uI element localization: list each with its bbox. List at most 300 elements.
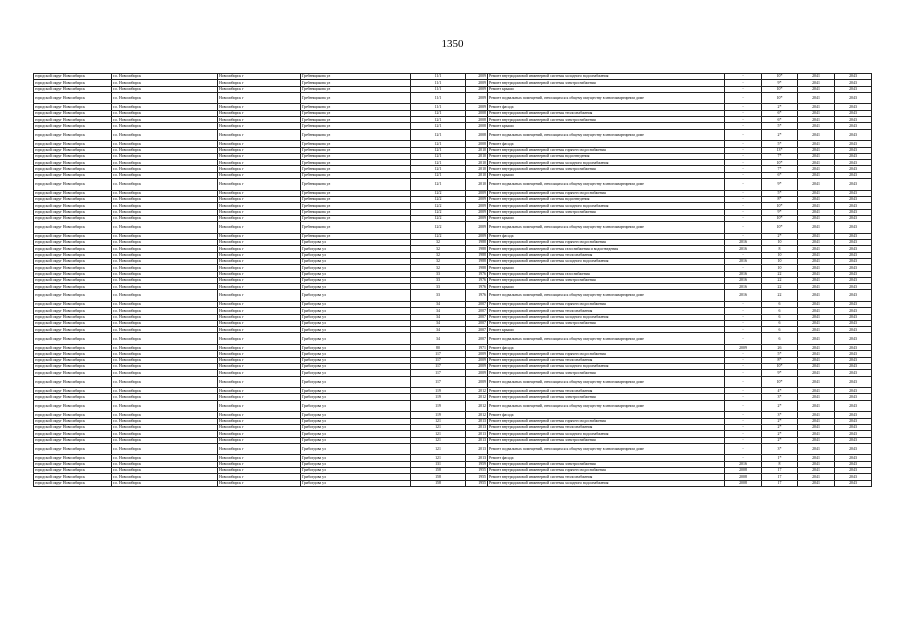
- build-year-cell: 2010: [466, 147, 488, 153]
- district-cell: г.о. Новосибирск: [112, 179, 218, 191]
- plan-start-cell: 2041: [798, 166, 835, 172]
- house-number-cell: 11/1: [411, 92, 466, 104]
- municipality-cell: городской округ Новосибирск: [34, 190, 112, 196]
- wear-cell: 5*: [762, 351, 798, 357]
- city-cell: Новосибирск г: [218, 363, 301, 369]
- house-number-cell: 12/1: [411, 172, 466, 178]
- last-repair-year-cell: 2016: [725, 290, 762, 302]
- plan-end-cell: 2043: [835, 277, 872, 283]
- wear-cell: 10*: [762, 222, 798, 234]
- last-repair-year-cell: -: [725, 418, 762, 424]
- plan-start-cell: 2041: [798, 351, 835, 357]
- street-cell: Гребенщикова ул: [301, 92, 411, 104]
- work-type-cell: Ремонт внутридомовой инженерной системы горячего водоснабжения: [488, 240, 725, 246]
- house-number-cell: 11/1: [411, 80, 466, 86]
- build-year-cell: 2013: [466, 437, 488, 443]
- house-number-cell: 33: [411, 284, 466, 290]
- city-cell: Новосибирск г: [218, 443, 301, 455]
- district-cell: г.о. Новосибирск: [112, 110, 218, 116]
- house-number-cell: 32: [411, 258, 466, 264]
- wear-cell: 9*: [762, 370, 798, 376]
- plan-start-cell: 2041: [798, 424, 835, 430]
- plan-start-cell: 2041: [798, 363, 835, 369]
- municipality-cell: городской округ Новосибирск: [34, 333, 112, 345]
- municipality-cell: городской округ Новосибирск: [34, 320, 112, 326]
- build-year-cell: 2010: [466, 160, 488, 166]
- last-repair-year-cell: -: [725, 357, 762, 363]
- district-cell: г.о. Новосибирск: [112, 160, 218, 166]
- wear-cell: 10*: [762, 376, 798, 388]
- municipality-cell: городской округ Новосибирск: [34, 418, 112, 424]
- build-year-cell: 1955: [466, 480, 488, 486]
- municipality-cell: городской округ Новосибирск: [34, 277, 112, 283]
- last-repair-year-cell: -: [725, 117, 762, 123]
- wear-cell: 8*: [762, 357, 798, 363]
- house-number-cell: 11/1: [411, 86, 466, 92]
- plan-end-cell: 2043: [835, 412, 872, 418]
- last-repair-year-cell: -: [725, 351, 762, 357]
- district-cell: г.о. Новосибирск: [112, 117, 218, 123]
- build-year-cell: 2012: [466, 394, 488, 400]
- plan-start-cell: 2041: [798, 431, 835, 437]
- last-repair-year-cell: -: [725, 92, 762, 104]
- last-repair-year-cell: 2008: [725, 468, 762, 474]
- street-cell: Грибоедова ул: [301, 240, 411, 246]
- district-cell: г.о. Новосибирск: [112, 370, 218, 376]
- house-number-cell: 12/2: [411, 203, 466, 209]
- house-number-cell: 158: [411, 480, 466, 486]
- last-repair-year-cell: -: [725, 394, 762, 400]
- city-cell: Новосибирск г: [218, 172, 301, 178]
- plan-end-cell: 2043: [835, 370, 872, 376]
- wear-cell: 3*: [762, 443, 798, 455]
- work-type-cell: Ремонт внутридомовой инженерной системы холодного водоснабжения: [488, 314, 725, 320]
- district-cell: г.о. Новосибирск: [112, 246, 218, 252]
- last-repair-year-cell: 2008: [725, 474, 762, 480]
- last-repair-year-cell: -: [725, 222, 762, 234]
- district-cell: г.о. Новосибирск: [112, 240, 218, 246]
- build-year-cell: 2009: [466, 357, 488, 363]
- municipality-cell: городской округ Новосибирск: [34, 455, 112, 461]
- plan-end-cell: 2043: [835, 147, 872, 153]
- municipality-cell: городской округ Новосибирск: [34, 246, 112, 252]
- plan-end-cell: 2043: [835, 179, 872, 191]
- work-type-cell: Ремонт внутридомовой инженерной системы электроснабжения: [488, 461, 725, 467]
- house-number-cell: 33: [411, 271, 466, 277]
- municipality-cell: городской округ Новосибирск: [34, 370, 112, 376]
- house-number-cell: 12/2: [411, 196, 466, 202]
- plan-end-cell: 2043: [835, 141, 872, 147]
- house-number-cell: 33: [411, 277, 466, 283]
- municipality-cell: городской округ Новосибирск: [34, 222, 112, 234]
- build-year-cell: 2007: [466, 320, 488, 326]
- street-cell: Грибоедова ул: [301, 308, 411, 314]
- municipality-cell: городской округ Новосибирск: [34, 357, 112, 363]
- wear-cell: 10*: [762, 160, 798, 166]
- house-number-cell: 34: [411, 320, 466, 326]
- street-cell: Грибоедова ул: [301, 284, 411, 290]
- last-repair-year-cell: -: [725, 437, 762, 443]
- plan-start-cell: 2041: [798, 86, 835, 92]
- municipality-cell: городской округ Новосибирск: [34, 345, 112, 351]
- street-cell: Грибоедова ул: [301, 437, 411, 443]
- work-type-cell: Ремонт внутридомовой инженерной системы холодного водоснабжения: [488, 480, 725, 486]
- plan-end-cell: 2043: [835, 252, 872, 258]
- plan-end-cell: 2043: [835, 166, 872, 172]
- street-cell: Гребенщикова ул: [301, 203, 411, 209]
- district-cell: г.о. Новосибирск: [112, 203, 218, 209]
- work-type-cell: Ремонт внутридомовой инженерной системы электроснабжения: [488, 117, 725, 123]
- build-year-cell: 1976: [466, 290, 488, 302]
- house-number-cell: 121: [411, 443, 466, 455]
- wear-cell: 6: [762, 301, 798, 307]
- build-year-cell: 2009: [466, 376, 488, 388]
- street-cell: Грибоедова ул: [301, 271, 411, 277]
- district-cell: г.о. Новосибирск: [112, 301, 218, 307]
- last-repair-year-cell: -: [725, 147, 762, 153]
- city-cell: Новосибирск г: [218, 271, 301, 277]
- street-cell: Грибоедова ул: [301, 468, 411, 474]
- house-number-cell: 34: [411, 333, 466, 345]
- last-repair-year-cell: 2009: [725, 345, 762, 351]
- plan-start-cell: 2041: [798, 412, 835, 418]
- plan-start-cell: 2041: [798, 271, 835, 277]
- municipality-cell: городской округ Новосибирск: [34, 80, 112, 86]
- house-number-cell: 121: [411, 437, 466, 443]
- municipality-cell: городской округ Новосибирск: [34, 376, 112, 388]
- city-cell: Новосибирск г: [218, 424, 301, 430]
- work-type-cell: Ремонт внутридомовой инженерной системы горячего водоснабжения: [488, 418, 725, 424]
- build-year-cell: 2010: [466, 153, 488, 159]
- build-year-cell: 1988: [466, 246, 488, 252]
- plan-end-cell: 2043: [835, 351, 872, 357]
- plan-end-cell: 2043: [835, 190, 872, 196]
- street-cell: Грибоедова ул: [301, 277, 411, 283]
- plan-start-cell: 2041: [798, 290, 835, 302]
- build-year-cell: 1955: [466, 468, 488, 474]
- city-cell: Новосибирск г: [218, 455, 301, 461]
- work-type-cell: Ремонт внутридомовой инженерной системы теплоснабжения: [488, 424, 725, 430]
- municipality-cell: городской округ Новосибирск: [34, 258, 112, 264]
- plan-end-cell: 2043: [835, 455, 872, 461]
- municipality-cell: городской округ Новосибирск: [34, 92, 112, 104]
- work-type-cell: Ремонт крыши: [488, 123, 725, 129]
- last-repair-year-cell: -: [725, 308, 762, 314]
- district-cell: г.о. Новосибирск: [112, 418, 218, 424]
- work-type-cell: Ремонт фасада: [488, 412, 725, 418]
- work-type-cell: Ремонт крыши: [488, 86, 725, 92]
- house-number-cell: 33: [411, 290, 466, 302]
- plan-start-cell: 2041: [798, 179, 835, 191]
- wear-cell: 17: [762, 474, 798, 480]
- street-cell: Грибоедова ул: [301, 246, 411, 252]
- last-repair-year-cell: -: [725, 424, 762, 430]
- plan-start-cell: 2041: [798, 252, 835, 258]
- city-cell: Новосибирск г: [218, 370, 301, 376]
- district-cell: г.о. Новосибирск: [112, 74, 218, 80]
- street-cell: Гребенщикова ул: [301, 147, 411, 153]
- city-cell: Новосибирск г: [218, 327, 301, 333]
- street-cell: Гребенщикова ул: [301, 222, 411, 234]
- house-number-cell: 121: [411, 418, 466, 424]
- wear-cell: 5*: [762, 141, 798, 147]
- build-year-cell: 2009: [466, 80, 488, 86]
- house-number-cell: 80: [411, 345, 466, 351]
- house-number-cell: 34: [411, 308, 466, 314]
- house-number-cell: 121: [411, 431, 466, 437]
- wear-cell: 2*: [762, 129, 798, 141]
- district-cell: г.о. Новосибирск: [112, 271, 218, 277]
- municipality-cell: городской округ Новосибирск: [34, 400, 112, 412]
- plan-end-cell: 2043: [835, 461, 872, 467]
- plan-end-cell: 2043: [835, 431, 872, 437]
- district-cell: г.о. Новосибирск: [112, 327, 218, 333]
- house-number-cell: 119: [411, 394, 466, 400]
- build-year-cell: 1976: [466, 284, 488, 290]
- last-repair-year-cell: 2008: [725, 480, 762, 486]
- last-repair-year-cell: -: [725, 123, 762, 129]
- work-type-cell: Ремонт внутридомовой инженерной системы электроснабжения: [488, 320, 725, 326]
- street-cell: Грибоедова ул: [301, 394, 411, 400]
- street-cell: Грибоедова ул: [301, 301, 411, 307]
- municipality-cell: городской округ Новосибирск: [34, 147, 112, 153]
- build-year-cell: 2010: [466, 172, 488, 178]
- wear-cell: 26: [762, 345, 798, 351]
- build-year-cell: 1955: [466, 474, 488, 480]
- last-repair-year-cell: -: [725, 370, 762, 376]
- last-repair-year-cell: -: [725, 327, 762, 333]
- city-cell: Новосибирск г: [218, 290, 301, 302]
- work-type-cell: Ремонт внутридомовой инженерной системы холодного водоснабжения: [488, 203, 725, 209]
- municipality-cell: городской округ Новосибирск: [34, 363, 112, 369]
- wear-cell: 8*: [762, 196, 798, 202]
- wear-cell: 9*: [762, 179, 798, 191]
- work-type-cell: Ремонт фасада: [488, 233, 725, 239]
- city-cell: Новосибирск г: [218, 412, 301, 418]
- table-row: [34, 222, 872, 234]
- city-cell: Новосибирск г: [218, 468, 301, 474]
- plan-start-cell: 2041: [798, 258, 835, 264]
- plan-start-cell: 2041: [798, 443, 835, 455]
- city-cell: Новосибирск г: [218, 474, 301, 480]
- plan-start-cell: 2041: [798, 308, 835, 314]
- house-number-cell: 32: [411, 265, 466, 271]
- build-year-cell: 1988: [466, 240, 488, 246]
- plan-start-cell: 2041: [798, 209, 835, 215]
- wear-cell: 6: [762, 314, 798, 320]
- municipality-cell: городской округ Новосибирск: [34, 123, 112, 129]
- municipality-cell: городской округ Новосибирск: [34, 166, 112, 172]
- work-type-cell: Ремонт внутридомовой инженерной системы электроснабжения: [488, 394, 725, 400]
- house-number-cell: 12/1: [411, 123, 466, 129]
- house-number-cell: 12/2: [411, 233, 466, 239]
- wear-cell: 13*: [762, 147, 798, 153]
- street-cell: Гребенщикова ул: [301, 190, 411, 196]
- plan-start-cell: 2041: [798, 394, 835, 400]
- plan-end-cell: 2043: [835, 468, 872, 474]
- street-cell: Грибоедова ул: [301, 443, 411, 455]
- district-cell: г.о. Новосибирск: [112, 345, 218, 351]
- plan-start-cell: 2041: [798, 277, 835, 283]
- municipality-cell: городской округ Новосибирск: [34, 172, 112, 178]
- municipality-cell: городской округ Новосибирск: [34, 424, 112, 430]
- district-cell: г.о. Новосибирск: [112, 172, 218, 178]
- plan-start-cell: 2041: [798, 468, 835, 474]
- last-repair-year-cell: -: [725, 320, 762, 326]
- house-number-cell: 12/2: [411, 222, 466, 234]
- wear-cell: 8: [762, 461, 798, 467]
- work-type-cell: Ремонт внутридомовой инженерной системы горячего водоснабжения: [488, 468, 725, 474]
- district-cell: г.о. Новосибирск: [112, 265, 218, 271]
- work-type-cell: Ремонт внутридомовой инженерной системы холодного водоснабжения: [488, 258, 725, 264]
- district-cell: г.о. Новосибирск: [112, 437, 218, 443]
- build-year-cell: 2012: [466, 388, 488, 394]
- plan-start-cell: 2041: [798, 320, 835, 326]
- plan-end-cell: 2043: [835, 388, 872, 394]
- work-type-cell: Ремонт подвальных помещений, относящихся к общему имуществу в многоквартирном доме: [488, 290, 725, 302]
- last-repair-year-cell: 2016: [725, 277, 762, 283]
- work-type-cell: Ремонт подвальных помещений, относящихся к общему имуществу в многоквартирном доме: [488, 443, 725, 455]
- street-cell: Гребенщикова ул: [301, 233, 411, 239]
- work-type-cell: Ремонт фасада: [488, 345, 725, 351]
- last-repair-year-cell: -: [725, 455, 762, 461]
- build-year-cell: 2008: [466, 123, 488, 129]
- last-repair-year-cell: -: [725, 301, 762, 307]
- wear-cell: 9*: [762, 80, 798, 86]
- municipality-cell: городской округ Новосибирск: [34, 474, 112, 480]
- wear-cell: 6*: [762, 172, 798, 178]
- build-year-cell: 2009: [466, 203, 488, 209]
- wear-cell: 10: [762, 265, 798, 271]
- last-repair-year-cell: -: [725, 412, 762, 418]
- municipality-cell: городской округ Новосибирск: [34, 327, 112, 333]
- work-type-cell: Ремонт внутридомовой инженерной системы водоотведения: [488, 196, 725, 202]
- house-number-cell: 12/1: [411, 179, 466, 191]
- plan-start-cell: 2041: [798, 357, 835, 363]
- street-cell: Гребенщикова ул: [301, 129, 411, 141]
- street-cell: Гребенщикова ул: [301, 117, 411, 123]
- last-repair-year-cell: 2016: [725, 258, 762, 264]
- street-cell: Грибоедова ул: [301, 370, 411, 376]
- house-number-cell: 158: [411, 474, 466, 480]
- city-cell: Новосибирск г: [218, 203, 301, 209]
- city-cell: Новосибирск г: [218, 110, 301, 116]
- plan-start-cell: 2041: [798, 92, 835, 104]
- last-repair-year-cell: -: [725, 215, 762, 221]
- wear-cell: 6: [762, 327, 798, 333]
- municipality-cell: городской округ Новосибирск: [34, 431, 112, 437]
- district-cell: г.о. Новосибирск: [112, 209, 218, 215]
- plan-start-cell: 2041: [798, 141, 835, 147]
- district-cell: г.о. Новосибирск: [112, 443, 218, 455]
- work-type-cell: Ремонт внутридомовой инженерной системы горячего водоснабжения: [488, 301, 725, 307]
- plan-end-cell: 2043: [835, 123, 872, 129]
- table-row: [34, 129, 872, 141]
- city-cell: Новосибирск г: [218, 418, 301, 424]
- municipality-cell: городской округ Новосибирск: [34, 179, 112, 191]
- house-number-cell: 131: [411, 461, 466, 467]
- plan-start-cell: 2041: [798, 233, 835, 239]
- build-year-cell: 2009: [466, 233, 488, 239]
- city-cell: Новосибирск г: [218, 320, 301, 326]
- plan-end-cell: 2043: [835, 394, 872, 400]
- wear-cell: 17: [762, 480, 798, 486]
- work-type-cell: Ремонт внутридомовой инженерной системы теплоснабжения: [488, 308, 725, 314]
- district-cell: г.о. Новосибирск: [112, 388, 218, 394]
- street-cell: Грибоедова ул: [301, 461, 411, 467]
- build-year-cell: 2008: [466, 141, 488, 147]
- last-repair-year-cell: -: [725, 153, 762, 159]
- street-cell: Гребенщикова ул: [301, 172, 411, 178]
- build-year-cell: 1971: [466, 345, 488, 351]
- last-repair-year-cell: -: [725, 166, 762, 172]
- build-year-cell: 2008: [466, 110, 488, 116]
- house-number-cell: 34: [411, 314, 466, 320]
- city-cell: Новосибирск г: [218, 357, 301, 363]
- plan-start-cell: 2041: [798, 147, 835, 153]
- district-cell: г.о. Новосибирск: [112, 258, 218, 264]
- district-cell: г.о. Новосибирск: [112, 424, 218, 430]
- work-type-cell: Ремонт подвальных помещений, относящихся к общему имуществу в многоквартирном доме: [488, 400, 725, 412]
- municipality-cell: городской округ Новосибирск: [34, 110, 112, 116]
- district-cell: г.о. Новосибирск: [112, 277, 218, 283]
- plan-end-cell: 2043: [835, 258, 872, 264]
- municipality-cell: городской округ Новосибирск: [34, 86, 112, 92]
- plan-start-cell: 2041: [798, 400, 835, 412]
- last-repair-year-cell: -: [725, 141, 762, 147]
- wear-cell: 10: [762, 252, 798, 258]
- house-number-cell: 34: [411, 301, 466, 307]
- plan-end-cell: 2043: [835, 271, 872, 277]
- city-cell: Новосибирск г: [218, 153, 301, 159]
- street-cell: Грибоедова ул: [301, 290, 411, 302]
- wear-cell: 10*: [762, 215, 798, 221]
- wear-cell: 6*: [762, 110, 798, 116]
- street-cell: Гребенщикова ул: [301, 123, 411, 129]
- district-cell: г.о. Новосибирск: [112, 80, 218, 86]
- district-cell: г.о. Новосибирск: [112, 320, 218, 326]
- house-number-cell: 158: [411, 468, 466, 474]
- street-cell: Гребенщикова ул: [301, 86, 411, 92]
- municipality-cell: городской округ Новосибирск: [34, 290, 112, 302]
- work-type-cell: Ремонт подвальных помещений, относящихся к общему имуществу в многоквартирном доме: [488, 92, 725, 104]
- house-number-cell: 12/1: [411, 147, 466, 153]
- plan-end-cell: 2043: [835, 233, 872, 239]
- plan-start-cell: 2041: [798, 104, 835, 110]
- street-cell: Гребенщикова ул: [301, 179, 411, 191]
- wear-cell: 8: [762, 246, 798, 252]
- last-repair-year-cell: -: [725, 160, 762, 166]
- last-repair-year-cell: 2016: [725, 284, 762, 290]
- table-row: [34, 290, 872, 302]
- municipality-cell: городской округ Новосибирск: [34, 468, 112, 474]
- wear-cell: 3*: [762, 412, 798, 418]
- last-repair-year-cell: -: [725, 376, 762, 388]
- plan-start-cell: 2041: [798, 110, 835, 116]
- street-cell: Грибоедова ул: [301, 265, 411, 271]
- wear-cell: 2*: [762, 418, 798, 424]
- plan-start-cell: 2041: [798, 376, 835, 388]
- work-type-cell: Ремонт внутридомовой инженерной системы теплоснабжения: [488, 252, 725, 258]
- street-cell: Грибоедова ул: [301, 357, 411, 363]
- municipality-cell: городской округ Новосибирск: [34, 104, 112, 110]
- district-cell: г.о. Новосибирск: [112, 314, 218, 320]
- plan-end-cell: 2043: [835, 215, 872, 221]
- plan-start-cell: 2041: [798, 418, 835, 424]
- street-cell: Гребенщикова ул: [301, 160, 411, 166]
- plan-start-cell: 2041: [798, 203, 835, 209]
- street-cell: Грибоедова ул: [301, 474, 411, 480]
